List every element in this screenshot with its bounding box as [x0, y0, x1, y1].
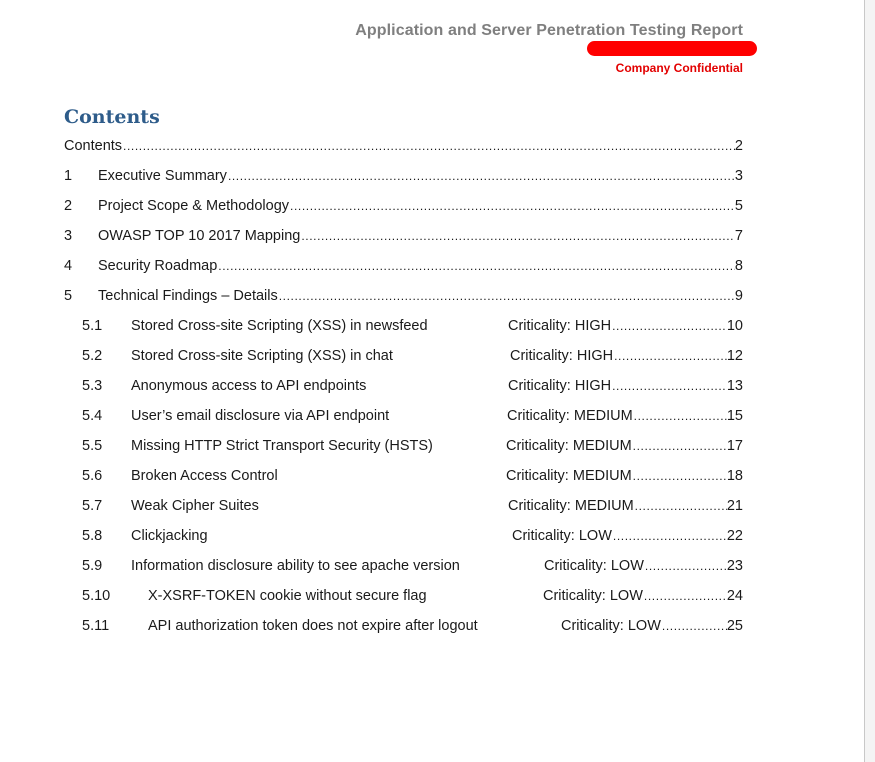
toc-entry-3[interactable] [64, 226, 743, 246]
toc-entry-number: 5.4 [82, 408, 103, 424]
toc-entry-number: 5.9 [82, 558, 103, 574]
toc-page-number: 10 [726, 318, 743, 334]
toc-entry-5-2[interactable] [82, 346, 743, 366]
toc-entry-title: Clickjacking [131, 528, 208, 544]
toc-heading: Contents [64, 106, 160, 128]
toc-entry-number: 1 [64, 168, 73, 184]
toc-entry-2[interactable] [64, 196, 743, 216]
toc-entry-5-1[interactable] [82, 316, 743, 336]
toc-entry-number: 2 [64, 198, 73, 214]
toc-criticality: Criticality: HIGH [510, 348, 614, 364]
toc-entry-title: Technical Findings – Details [98, 288, 278, 304]
toc-entry-5-6[interactable] [82, 466, 743, 486]
toc-leader [633, 406, 727, 426]
toc-page-number: 15 [726, 408, 743, 424]
toc-entry-number: 5.6 [82, 468, 103, 484]
toc-entry-title: User’s email disclosure via API endpoint [131, 408, 390, 424]
toc-entry-title: Stored Cross-site Scripting (XSS) in chat [131, 348, 393, 364]
toc-criticality: Criticality: MEDIUM [506, 438, 632, 454]
toc-entry-number: 5.3 [82, 378, 103, 394]
toc-entry-title: Executive Summary [98, 168, 227, 184]
toc-entry-5-9[interactable] [82, 556, 743, 576]
toc-entry-5-11[interactable] [82, 616, 743, 636]
toc-page-number: 3 [734, 168, 743, 184]
toc-entry-title: X-XSRF-TOKEN cookie without secure flag [148, 588, 427, 604]
toc-entry-title: Contents [64, 138, 123, 154]
toc-entry-title: Project Scope & Methodology [98, 198, 290, 214]
toc-page-number: 17 [726, 438, 743, 454]
toc-entry-number: 5 [64, 288, 73, 304]
toc-leader [611, 316, 727, 336]
toc-page-number: 12 [726, 348, 743, 364]
redaction-mark [587, 41, 757, 56]
toc-criticality: Criticality: LOW [543, 588, 643, 604]
toc-entry-number: 3 [64, 228, 73, 244]
toc-leader [217, 256, 735, 276]
toc-leader [611, 376, 727, 396]
toc-entry-number: 5.5 [82, 438, 103, 454]
toc-entry-5-3[interactable] [82, 376, 743, 396]
toc-entry-number: 5.7 [82, 498, 103, 514]
toc-entry-title: Weak Cipher Suites [131, 498, 259, 514]
toc-entry-1[interactable] [64, 166, 743, 186]
toc-page-number: 9 [734, 288, 743, 304]
toc-page-number: 21 [726, 498, 743, 514]
toc-page-number: 22 [726, 528, 743, 544]
toc-criticality: Criticality: LOW [544, 558, 644, 574]
toc-entry-title: Broken Access Control [131, 468, 278, 484]
toc-leader [613, 346, 727, 366]
toc-criticality: Criticality: MEDIUM [507, 408, 633, 424]
toc-entry-title: Stored Cross-site Scripting (XSS) in newsfeed [131, 318, 428, 334]
toc-leader [278, 286, 735, 306]
toc-page-number: 24 [726, 588, 743, 604]
toc-entry-5-8[interactable] [82, 526, 743, 546]
toc-page-number: 5 [734, 198, 743, 214]
toc-entry-title: Missing HTTP Strict Transport Security (HSTS) [131, 438, 433, 454]
toc-leader [300, 226, 735, 246]
toc-entry-number: 5.2 [82, 348, 103, 364]
toc-page-number: 18 [726, 468, 743, 484]
toc-criticality: Criticality: LOW [561, 618, 661, 634]
toc-entry-number: 4 [64, 258, 73, 274]
toc-entry-title: Security Roadmap [98, 258, 218, 274]
toc-leader [634, 496, 727, 516]
toc-page-number: 8 [734, 258, 743, 274]
toc-entry-contents[interactable] [64, 136, 743, 156]
toc-leader [644, 556, 727, 576]
toc-criticality: Criticality: LOW [512, 528, 612, 544]
toc-leader [632, 436, 727, 456]
toc-entry-number: 5.1 [82, 318, 103, 334]
toc-entry-number: 5.11 [82, 618, 110, 634]
toc-leader [227, 166, 735, 186]
toc-page-number: 23 [726, 558, 743, 574]
report-title: Application and Server Penetration Testing Report [355, 22, 743, 39]
toc-leader [612, 526, 727, 546]
toc-page-number: 25 [726, 618, 743, 634]
toc-entry-5-4[interactable] [82, 406, 743, 426]
toc-entry-title: Anonymous access to API endpoints [131, 378, 367, 394]
toc-entry-5-10[interactable] [82, 586, 743, 606]
confidential-label: Company Confidential [615, 61, 743, 75]
toc-page-number: 7 [734, 228, 743, 244]
toc-page-number: 2 [734, 138, 743, 154]
toc-entry-number: 5.8 [82, 528, 103, 544]
viewer-background [865, 0, 875, 762]
toc-leader [289, 196, 735, 216]
toc-criticality: Criticality: MEDIUM [508, 498, 634, 514]
toc-entry-title: OWASP TOP 10 2017 Mapping [98, 228, 301, 244]
toc-entry-number: 5.10 [82, 588, 111, 604]
toc-leader [643, 586, 727, 606]
toc-entry-title: API authorization token does not expire after logout [148, 618, 478, 634]
toc-criticality: Criticality: HIGH [508, 378, 612, 394]
toc-entry-title: Information disclosure ability to see apache version [131, 558, 460, 574]
toc-entry-5-7[interactable] [82, 496, 743, 516]
toc-entry-5-5[interactable] [82, 436, 743, 456]
toc-criticality: Criticality: MEDIUM [506, 468, 632, 484]
toc-entry-5[interactable] [64, 286, 743, 306]
toc-page-number: 13 [726, 378, 743, 394]
toc-leader [661, 616, 727, 636]
toc-criticality: Criticality: HIGH [508, 318, 612, 334]
toc-leader [632, 466, 727, 486]
toc-leader [122, 136, 735, 156]
toc-entry-4[interactable] [64, 256, 743, 276]
